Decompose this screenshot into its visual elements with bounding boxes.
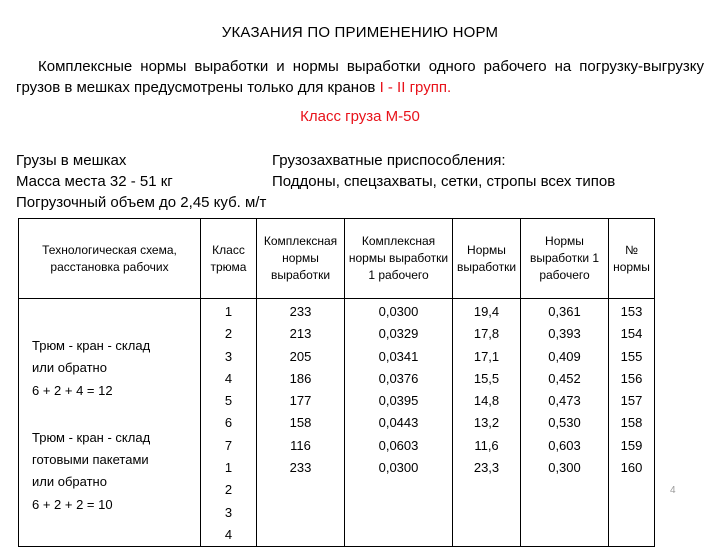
complex-norm-cell: 233 (289, 460, 312, 476)
norm-column (453, 299, 521, 547)
cargo-info (16, 150, 266, 213)
norm-per-worker-cell: 0,530 (548, 415, 581, 431)
complex-norm-per-worker-column (345, 299, 453, 547)
norm-per-worker-cell: 0,300 (548, 460, 581, 476)
norm-cell: 14,8 (473, 393, 500, 409)
scheme-2-line: готовыми пакетами (32, 452, 149, 468)
lifting-devices-heading: Грузозахватные приспособления: (272, 152, 506, 169)
hold-class-column (201, 299, 257, 547)
hold-class-cell: 2 (224, 326, 233, 342)
header-norm: Нормы выработки (453, 219, 521, 299)
norm-number-cell: 160 (620, 460, 643, 476)
norm-per-worker-cell: 0,361 (548, 304, 581, 319)
norm-number-cell: 156 (620, 370, 643, 386)
complex-norm-cell: 158 (289, 415, 312, 431)
hold-class-cell: 7 (224, 437, 233, 453)
lifting-devices-info (272, 150, 615, 192)
intro-paragraph (16, 56, 704, 98)
scheme-1 (32, 335, 200, 402)
complex-norm-cell: 177 (289, 393, 312, 409)
hold-class-cell: 4 (224, 370, 233, 386)
crane-groups: I - II групп. (379, 79, 452, 96)
header-complex-norm-per-worker: Комплексная нормы выработки 1 рабочего (345, 219, 453, 299)
complex-norm-per-worker-cell: 0,0300 (378, 304, 419, 319)
complex-norm-per-worker-cell: 0,0443 (378, 415, 419, 431)
complex-norm-cell: 116 (290, 437, 311, 453)
norm-number-cell: 157 (620, 393, 643, 409)
norm-number-cell: 153 (620, 304, 643, 319)
hold-class-cell: 4 (224, 526, 233, 542)
norm-number-column (609, 299, 655, 547)
complex-norm-per-worker-cell: 0,0300 (378, 460, 419, 476)
norm-per-worker-cell: 0,393 (548, 326, 581, 342)
cargo-type: Грузы в мешках (16, 152, 127, 169)
norm-cell: 17,8 (473, 326, 500, 342)
scheme-1-line: или обратно (32, 360, 107, 376)
document-title: УКАЗАНИЯ ПО ПРИМЕНЕНИЮ НОРМ (221, 24, 499, 41)
norm-number-cell: 158 (620, 415, 643, 431)
complex-norm-column (257, 299, 345, 547)
complex-norm-per-worker-cell: 0,0341 (378, 348, 419, 364)
complex-norm-per-worker-cell: 0,0329 (378, 326, 419, 342)
hold-class-cell: 1 (224, 304, 233, 319)
scheme-1-line: 6 + 2 + 4 = 12 (32, 382, 113, 398)
norm-number-cell: 159 (620, 437, 643, 453)
norm-per-worker-cell: 0,409 (548, 348, 581, 364)
header-norm-number: № нормы (609, 219, 655, 299)
scheme-2-line: или обратно (32, 474, 107, 490)
complex-norm-per-worker-cell: 0,0376 (378, 370, 419, 386)
intro-text: Комплексные нормы выработки и нормы выработки одного рабочего на погрузку-выгрузку грузов в мешках предусмотрены только для кранов (16, 58, 704, 96)
hold-class-cell: 2 (224, 482, 233, 498)
norm-per-worker-cell: 0,603 (548, 437, 581, 453)
hold-class-cell: 5 (224, 393, 233, 409)
norm-cell: 11,6 (474, 437, 499, 453)
hold-class-cell: 6 (224, 415, 233, 431)
scheme-1-line: Трюм - кран - склад (32, 338, 151, 353)
header-complex-norm: Комплексная нормы выработки (257, 219, 345, 299)
norm-per-worker-cell: 0,473 (548, 393, 581, 409)
norm-cell: 23,3 (473, 460, 500, 476)
complex-norm-cell: 233 (289, 304, 312, 319)
norm-per-worker-column (521, 299, 609, 547)
table-body-row (19, 299, 655, 547)
norm-cell: 13,2 (473, 415, 500, 431)
norm-number-cell: 155 (620, 348, 643, 364)
complex-norm-cell: 205 (289, 348, 312, 364)
hold-class-cell: 1 (224, 460, 233, 476)
table-header-row (19, 219, 655, 299)
norm-cell: 15,5 (473, 370, 500, 386)
norm-per-worker-cell: 0,452 (548, 370, 581, 386)
cargo-class-label: Класс груза М-50 (300, 108, 420, 125)
header-hold-class: Класс трюма (201, 219, 257, 299)
hold-class-cell: 3 (224, 504, 233, 520)
norm-number-cell: 154 (620, 326, 643, 342)
scheme-2-line: Трюм - кран - склад (32, 429, 151, 445)
norm-cell: 17,1 (473, 348, 500, 364)
scheme-2-line: 6 + 2 + 2 = 10 (32, 496, 113, 512)
hold-class-cell: 3 (224, 348, 233, 364)
norm-cell: 19,4 (473, 304, 500, 319)
header-scheme: Технологическая схема, расстановка рабочих (19, 219, 201, 299)
scheme-cell (19, 299, 201, 547)
norms-table (18, 218, 655, 547)
page-number: 4 (670, 485, 676, 496)
complex-norm-per-worker-cell: 0,0395 (378, 393, 419, 409)
complex-norm-per-worker-cell: 0,0603 (378, 437, 419, 453)
cargo-volume: Погрузочный объем до 2,45 куб. м/т (16, 194, 267, 211)
complex-norm-cell: 213 (289, 326, 312, 342)
scheme-2 (32, 427, 200, 516)
complex-norm-cell: 186 (289, 370, 312, 386)
header-norm-per-worker: Нормы выработки 1 рабочего (521, 219, 609, 299)
cargo-weight: Масса места 32 - 51 кг (16, 173, 173, 190)
lifting-devices-list: Поддоны, спецзахваты, сетки, стропы всех типов (272, 173, 616, 190)
